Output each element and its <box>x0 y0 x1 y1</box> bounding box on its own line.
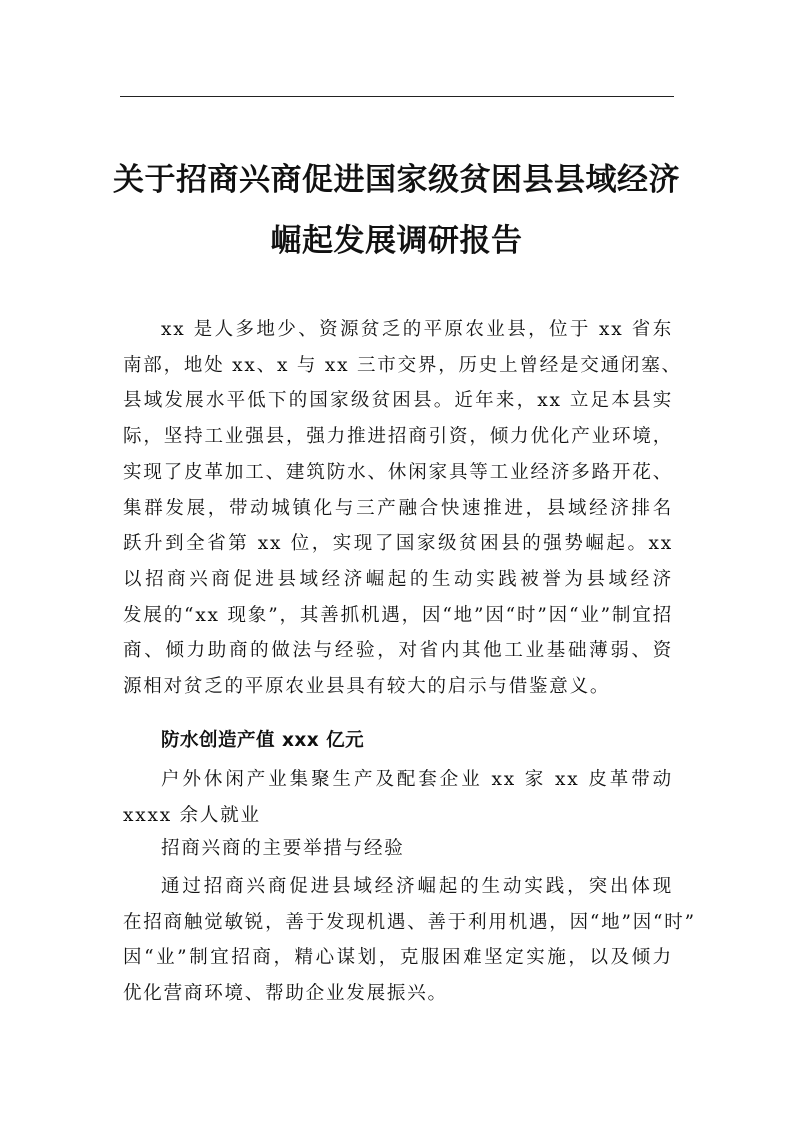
paragraph-line: 通过招商兴商促进县域经济崛起的生动实践，突出体现 <box>161 876 673 897</box>
paragraph-line: 商、倾力助商的做法与经验，对省内其他工业基础薄弱、资 <box>123 640 673 662</box>
paragraph-line: 南部，地处 xx、x 与 xx 三市交界，历史上曾经是交通闭塞、 <box>123 354 682 376</box>
outdoor-industry-item <box>123 762 673 833</box>
paragraph-line: 集群发展，带动城镇化与三产融合快速推进，县域经济排名 <box>123 497 673 519</box>
paragraph-line: 实现了皮革加工、建筑防水、休闲家具等工业经济多路开花、 <box>123 461 673 483</box>
paragraph-line: 户外休闲产业集聚生产及配套企业 xx 家 xx 皮革带动 <box>161 769 673 790</box>
paragraph-line: 跃升到全省第 xx 位，实现了国家级贫困县的强势崛起。xx <box>123 533 673 555</box>
paragraph-line: 县域发展水平低下的国家级贫困县。近年来，xx 立足本县实 <box>123 390 673 412</box>
header-rule <box>120 96 674 97</box>
paragraph-line: 在招商触觉敏锐，善于发现机遇、善于利用机遇，因“地”因“时” <box>123 911 696 933</box>
paragraph-line: 际，坚持工业强县，强力推进招商引资，倾力优化产业环境， <box>123 426 673 448</box>
intro-paragraph <box>123 312 682 705</box>
waterproof-output-item: 防水创造产值 xxx 亿元 <box>161 730 365 751</box>
section-heading: 招商兴商的主要举措与经验 <box>161 838 405 859</box>
paragraph-line: 优化营商环境、帮助企业发展振兴。 <box>123 983 448 1005</box>
document-title-line-2: 崛起发展调研报告 <box>270 223 523 259</box>
paragraph-line: xx 是人多地少、资源贫乏的平原农业县，位于 xx 省东 <box>161 319 673 340</box>
paragraph-line: 因“业”制宜招商，精心谋划，克服困难坚定实施，以及倾力 <box>123 947 673 969</box>
paragraph-line: 以招商兴商促进县域经济崛起的生动实践被誉为县域经济 <box>123 568 673 590</box>
document-title-line-1: 关于招商兴商促进国家级贫困县县域经济 <box>113 162 680 198</box>
measures-paragraph <box>123 869 696 1012</box>
paragraph-line: 源相对贫乏的平原农业县具有较大的启示与借鉴意义。 <box>123 676 611 698</box>
paragraph-line: 发展的“xx 现象”，其善抓机遇，因“地”因“时”因“业”制宜招 <box>123 604 673 626</box>
paragraph-line: xxxx 余人就业 <box>123 804 261 826</box>
